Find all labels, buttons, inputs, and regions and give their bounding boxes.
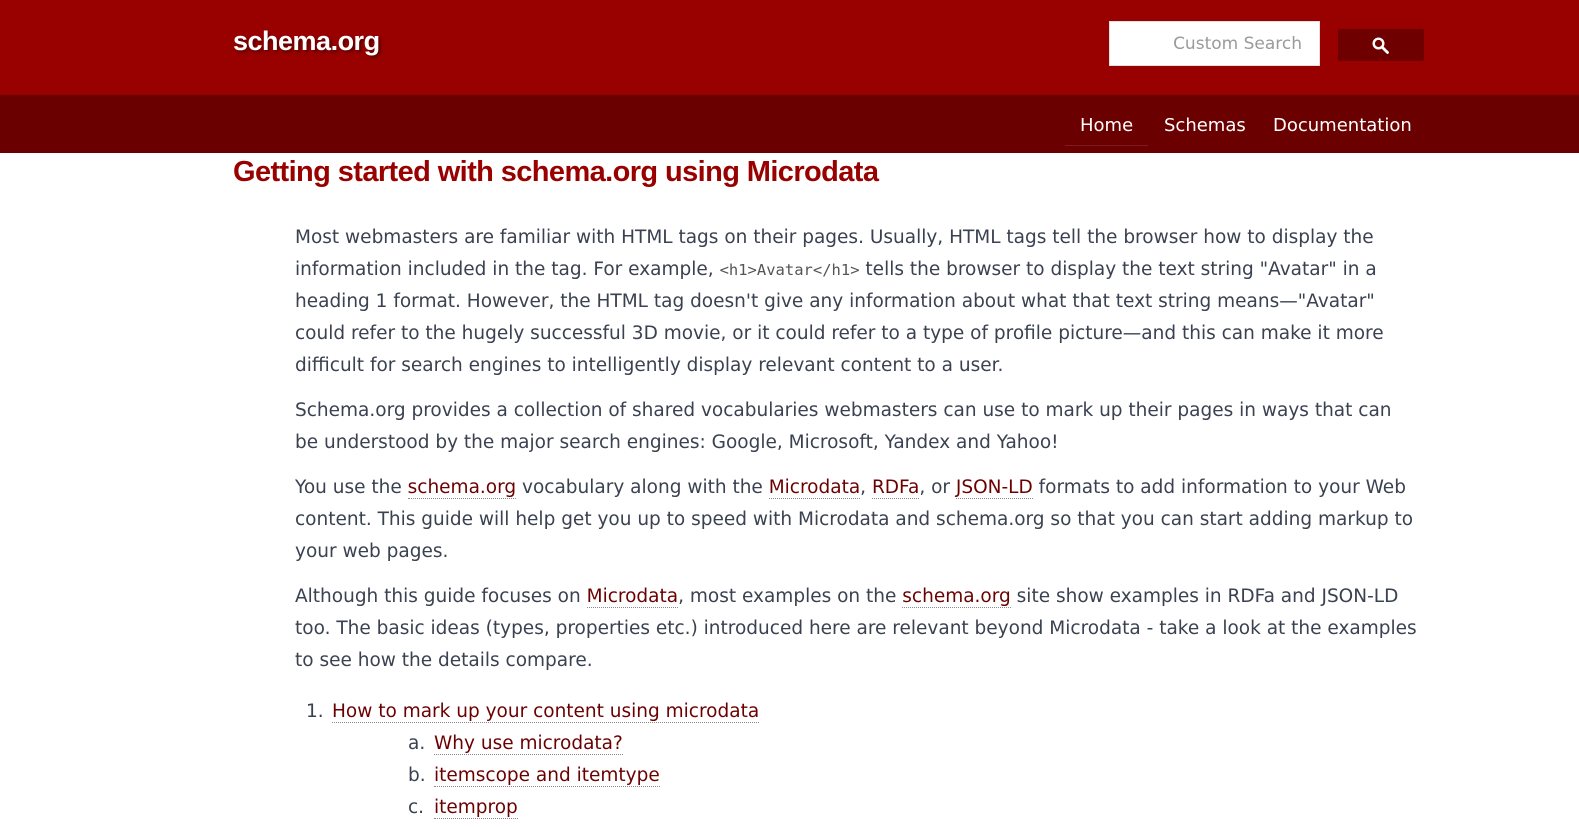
table-of-contents [306,696,759,824]
site-logo[interactable]: schema.org [233,26,380,56]
search-icon [1372,37,1389,54]
microdata-link[interactable]: Microdata [768,477,861,498]
schema-org-link[interactable]: schema.org [902,586,1011,607]
toc-subitem [306,760,759,792]
nav-item-home[interactable]: Home [1065,115,1148,146]
list-marker: a. [408,733,426,754]
intro-paragraph [295,222,1420,382]
search-input[interactable] [1109,21,1320,66]
focus-paragraph [295,581,1420,677]
formats-paragraph [295,472,1420,568]
toc-subitem [306,728,759,760]
list-marker: c. [408,797,425,818]
text-span: , or [919,477,956,498]
toc-link-markup-content[interactable]: How to mark up your content using microdata [332,701,760,722]
text-span: formats to add information to your Web content. This guide will help get you up to speed with Microdata and schema.org so that you can start adding markup to your web pages. [295,477,1414,562]
toc-item [306,696,759,728]
toc-link-itemprop[interactable]: itemprop [434,797,518,818]
main-nav [0,95,1579,153]
intro-text-1: Most webmasters are familiar with HTML tags on their pages. Usually, HTML tags tell the browser how to display the information included in the tag. For example, [295,227,1374,280]
site-header [0,0,1579,95]
text-span: , most examples on the [678,586,903,607]
rdfa-link[interactable]: RDFa [871,477,920,498]
microdata-link[interactable]: Microdata [586,586,679,607]
search-button[interactable] [1338,29,1424,61]
vocabularies-paragraph: Schema.org provides a collection of shared vocabularies webmasters can use to mark up their pages in ways that can be understood by the major search engines: Google, Microsoft, Yandex and Yahoo! [295,400,1392,453]
text-span: vocabulary along with the [516,477,769,498]
text-span: , [860,477,872,498]
schema-org-link[interactable]: schema.org [407,477,517,498]
nav-item-documentation[interactable]: Documentation [1273,115,1412,136]
list-marker: 1. [306,701,324,722]
json-ld-link[interactable]: JSON-LD [955,477,1033,498]
toc-link-itemscope[interactable]: itemscope and itemtype [434,765,660,786]
toc-subitem [306,792,759,824]
text-span: Although this guide focuses on [295,586,587,607]
page-title: Getting started with schema.org using Microdata [233,156,879,188]
text-span: You use the [295,477,408,498]
text-span: site show examples in RDFa and JSON-LD too. The basic ideas (types, properties etc.) introduced here are relevant beyond Microdata - take a look at the examples to see how the details compare. [295,586,1417,671]
intro-text-2: tells the browser to display the text string "Avatar" in a heading 1 format. However, the HTML tag doesn't give any information about what that text string means—"Avatar" could refer to the hugely successful 3D movie, or it could refer to a type of profile picture—and this can make it more difficult for search engines to intelligently display relevant content to a user. [295,259,1384,376]
list-marker: b. [408,765,426,786]
toc-link-why-microdata[interactable]: Why use microdata? [434,733,623,754]
article-body [295,222,1420,690]
nav-item-schemas[interactable]: Schemas [1164,115,1246,136]
code-sample: <h1>Avatar</h1> [719,261,860,279]
